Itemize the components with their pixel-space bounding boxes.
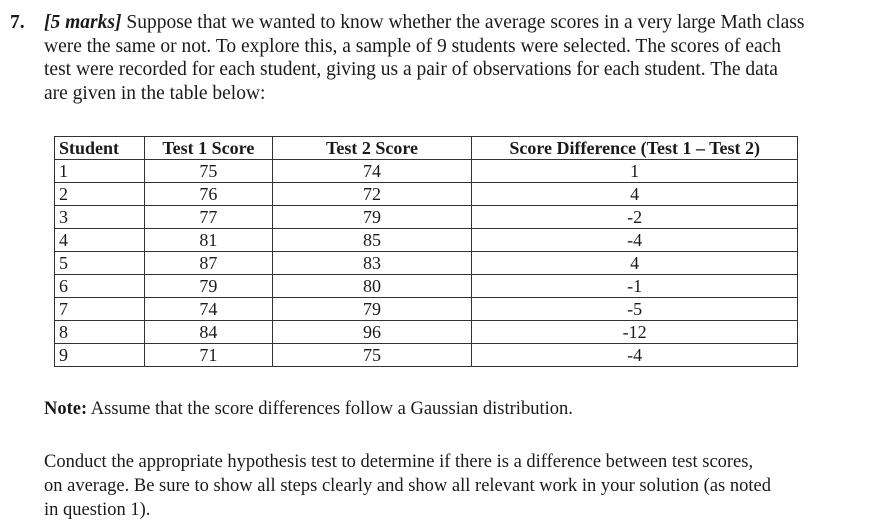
header-student: Student — [55, 137, 145, 160]
cell-test2: 79 — [272, 206, 472, 229]
table-header-row — [55, 137, 798, 160]
cell-difference: -4 — [472, 344, 798, 367]
cell-difference: -1 — [472, 275, 798, 298]
table-row — [55, 229, 798, 252]
table-row — [55, 160, 798, 183]
header-difference: Score Difference (Test 1 – Test 2) — [472, 137, 798, 160]
cell-test2: 83 — [272, 252, 472, 275]
cell-difference: 1 — [472, 160, 798, 183]
cell-student: 5 — [55, 252, 145, 275]
cell-test1: 76 — [144, 183, 272, 206]
question-marks: [5 marks] — [44, 12, 122, 33]
cell-student: 6 — [55, 275, 145, 298]
question-line-2 — [10, 35, 860, 59]
instructions-line: in question 1). — [44, 500, 151, 520]
cell-difference: -12 — [472, 321, 798, 344]
header-test2: Test 2 Score — [272, 137, 472, 160]
question-line-4 — [10, 82, 860, 106]
note-paragraph — [44, 399, 573, 420]
cell-test2: 79 — [272, 298, 472, 321]
cell-difference: -5 — [472, 298, 798, 321]
cell-test2: 75 — [272, 344, 472, 367]
instructions-line: Conduct the appropriate hypothesis test to determine if there is a difference between test scores, — [44, 452, 754, 472]
cell-test1: 87 — [144, 252, 272, 275]
question-block — [10, 11, 860, 105]
question-line-1 — [10, 11, 860, 35]
cell-test1: 79 — [144, 275, 272, 298]
cell-difference: -4 — [472, 229, 798, 252]
cell-test1: 74 — [144, 298, 272, 321]
cell-test2: 85 — [272, 229, 472, 252]
cell-test1: 84 — [144, 321, 272, 344]
cell-student: 7 — [55, 298, 145, 321]
question-number: 7. — [10, 12, 25, 33]
question-text-line: are given in the table below: — [44, 82, 266, 104]
cell-student: 3 — [55, 206, 145, 229]
cell-difference: 4 — [472, 252, 798, 275]
instructions-line: on average. Be sure to show all steps clearly and show all relevant work in your solution (as noted — [44, 476, 771, 496]
table-row — [55, 344, 798, 367]
cell-test2: 80 — [272, 275, 472, 298]
cell-test1: 81 — [144, 229, 272, 252]
question-text-line: Suppose that we wanted to know whether the average scores in a very large Math class — [126, 12, 805, 33]
question-line-3 — [10, 58, 860, 82]
cell-test2: 96 — [272, 321, 472, 344]
cell-student: 1 — [55, 160, 145, 183]
note-label: Note: — [44, 399, 88, 419]
cell-test1: 71 — [144, 344, 272, 367]
instructions-paragraph — [44, 450, 869, 522]
cell-student: 9 — [55, 344, 145, 367]
cell-test2: 72 — [272, 183, 472, 206]
table-row — [55, 275, 798, 298]
scores-table — [54, 136, 798, 367]
question-text-line: were the same or not. To explore this, a sample of 9 students were selected. The scores of each — [44, 35, 782, 57]
note-text: Assume that the score differences follow a Gaussian distribution. — [90, 399, 573, 419]
header-test1: Test 1 Score — [144, 137, 272, 160]
cell-difference: 4 — [472, 183, 798, 206]
cell-student: 4 — [55, 229, 145, 252]
cell-student: 8 — [55, 321, 145, 344]
table-row — [55, 206, 798, 229]
table-row — [55, 183, 798, 206]
cell-difference: -2 — [472, 206, 798, 229]
table-row — [55, 252, 798, 275]
table-row — [55, 298, 798, 321]
cell-test1: 77 — [144, 206, 272, 229]
table-row — [55, 321, 798, 344]
cell-test2: 74 — [272, 160, 472, 183]
cell-student: 2 — [55, 183, 145, 206]
cell-test1: 75 — [144, 160, 272, 183]
question-text-line: test were recorded for each student, giving us a pair of observations for each student. The data — [44, 59, 778, 80]
